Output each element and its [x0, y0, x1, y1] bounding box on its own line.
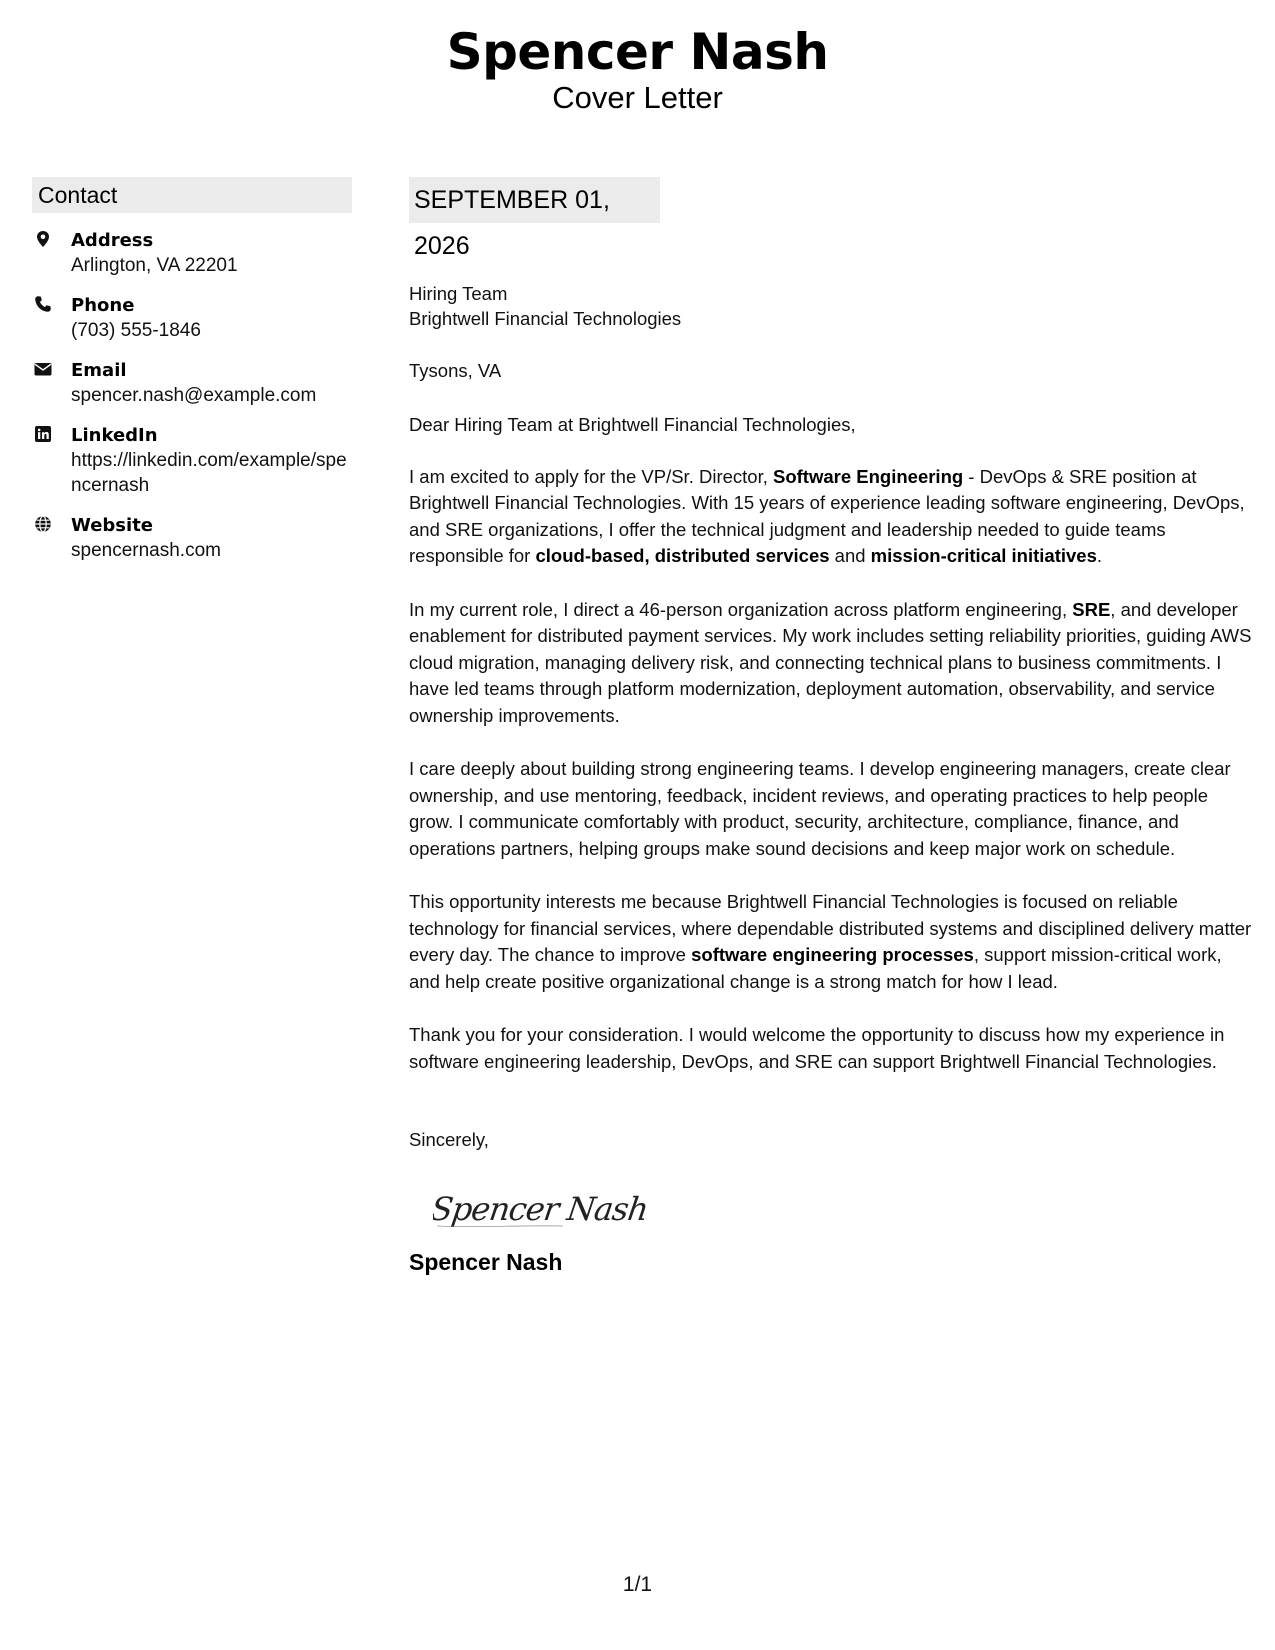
recipient-location: Tysons, VA	[409, 359, 502, 381]
contact-sidebar	[32, 177, 352, 563]
map-pin-icon	[34, 230, 52, 248]
email-label: Email	[71, 360, 127, 381]
linkedin-icon	[34, 425, 52, 443]
letter-date: SEPTEMBER 01, 2026	[409, 177, 660, 223]
highlight-mission-critical: mission-critical initiatives	[870, 545, 1097, 566]
address-label: Address	[71, 230, 154, 251]
paragraph-5: Thank you for your consideration. I would welcome the opportunity to discuss how my experience in software engineering leadership, DevOps, and SRE can support Brightwell Financial Technologies.	[409, 1024, 1225, 1072]
signer-name: Spencer Nash	[409, 1249, 563, 1275]
document-subtitle: Cover Letter	[552, 80, 723, 115]
website-label: Website	[71, 515, 154, 536]
website-value[interactable]: spencernash.com	[71, 540, 221, 561]
page-number: 1/1	[622, 1573, 653, 1596]
recipient-name: Hiring Team	[409, 282, 508, 304]
closing: Sincerely,	[409, 1129, 489, 1150]
paragraph-2: In my current role, I direct a 46-person organization across platform engineering, SRE, and developer enablement for distributed payment services. My work includes setting reliability priorities, guiding AWS cloud migration, managing delivery risk, and connecting technical plans to business commitments. I have led teams through platform modernization, deployment automation, observability, and service ownership improvements.	[409, 598, 1252, 726]
contact-phone	[32, 293, 352, 343]
phone-icon	[34, 295, 52, 313]
letter-body	[409, 177, 1254, 1276]
handwritten-signature	[433, 1182, 653, 1234]
email-value[interactable]: spencer.nash@example.com	[71, 385, 317, 406]
envelope-icon	[34, 360, 52, 378]
document-header	[0, 22, 1275, 116]
highlight-cloud-distributed: cloud-based, distributed services	[535, 545, 830, 566]
contact-section-title: Contact	[32, 177, 352, 213]
linkedin-label: LinkedIn	[71, 425, 158, 446]
applicant-name: Spencer Nash	[446, 23, 829, 81]
highlight-software-engineering: Software Engineering	[773, 465, 964, 487]
contact-website	[32, 513, 352, 563]
highlight-sre: SRE	[1072, 598, 1111, 620]
contact-email	[32, 358, 352, 408]
contact-address	[32, 228, 352, 278]
phone-label: Phone	[71, 295, 135, 316]
paragraph-1: I am excited to apply for the VP/Sr. Director, Software Engineering - DevOps & SRE position at Brightwell Financial Technologies. With 15 years of experience leading software engineering, DevOps, and SRE organizations, I offer the technical judgment and leadership needed to guide teams responsible for cloud-based, distributed services and mission-critical initiatives.	[409, 465, 1245, 566]
salutation: Dear Hiring Team at Brightwell Financial Technologies,	[409, 413, 856, 435]
recipient-company: Brightwell Financial Technologies	[409, 307, 682, 329]
paragraph-4: This opportunity interests me because Brightwell Financial Technologies is focused on reliable technology for financial services, where dependable distributed systems and disciplined delivery matter every day. The chance to improve software engineering processes, support mission-critical work, and help create positive organizational change is a strong match for how I lead.	[409, 891, 1252, 992]
recipient-block	[409, 281, 1254, 331]
address-value: Arlington, VA 22201	[71, 255, 238, 276]
paragraph-3: I care deeply about building strong engineering teams. I develop engineering managers, create clear ownership, and use mentoring, feedback, incident reviews, and operating practices to help people grow. I communicate comfortably with product, security, architecture, compliance, finance, and operations partners, helping groups make sound decisions and keep major work on schedule.	[409, 758, 1231, 859]
svg-text:Spencer Nash: Spencer Nash	[433, 1190, 651, 1228]
contact-linkedin	[32, 423, 352, 498]
linkedin-value[interactable]: https://linkedin.com/example/spencernash	[71, 450, 347, 496]
phone-value: (703) 555-1846	[71, 320, 201, 341]
globe-icon	[34, 515, 52, 533]
highlight-processes: software engineering processes	[691, 944, 974, 965]
